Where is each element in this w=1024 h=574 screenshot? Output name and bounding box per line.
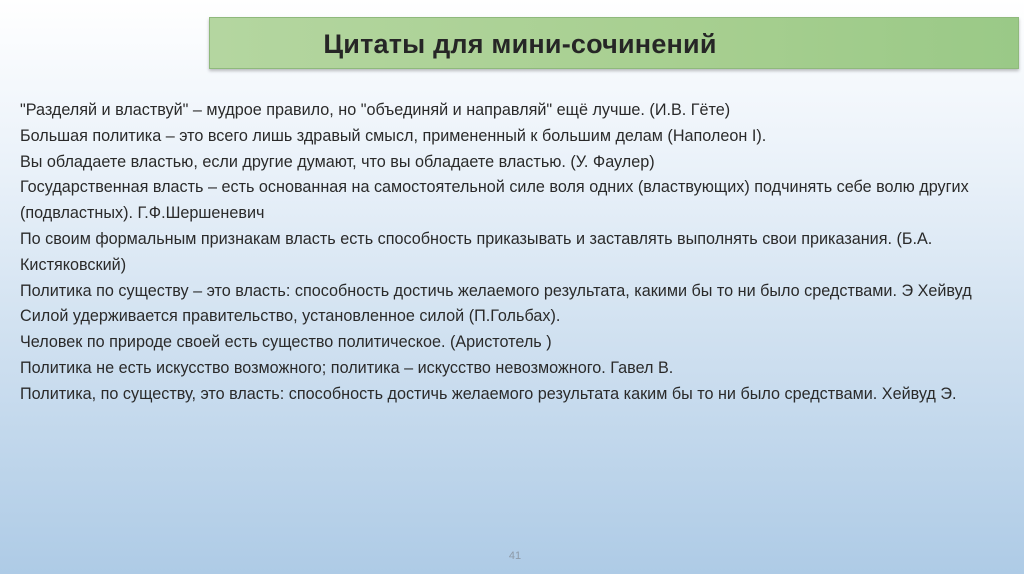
quote-item: Политика, по существу, это власть: способность достичь желаемого результата каким бы то ни было средствами. Хейвуд Э. [20,384,957,403]
slide-title: Цитаты для мини-сочинений [323,29,717,59]
quote-item: Вы обладаете властью, если другие думают, что вы обладаете властью. (У. Фаулер) [20,152,655,171]
title-bar [209,17,1019,69]
quote-item: "Разделяй и властвуй" – мудрое правило, но "объединяй и направляй" ещё лучше. (И.В. Гёте) [20,101,731,119]
quote-item: По своим формальным признакам власть есть способность приказывать и заставлять выполнять свои приказания. (Б.А. Кистяковский) [20,229,933,274]
quote-list [20,98,1000,408]
quote-item: Силой удерживается правительство, установленное силой (П.Гольбах). [20,307,561,326]
quote-item: Человек по природе своей есть существо политическое. (Аристотель ) [20,333,552,352]
quote-item: Политика не есть искусство возможного; политика – искусство невозможного. Гавел В. [20,358,674,377]
quote-item: Большая политика – это всего лишь здравый смысл, примененный к большим делам (Наполеон I). [20,126,767,145]
quote-item: Государственная власть – есть основанная на самостоятельной силе воля одних (властвующих) подчинять себе волю других (подвластных). Г.Ф.Шершеневич [20,178,969,223]
quote-item: Политика по существу – это власть: способность достичь желаемого результата, какими бы то ни было средствами. Э Хейвуд [20,281,972,300]
page-number: 41 [508,550,522,562]
